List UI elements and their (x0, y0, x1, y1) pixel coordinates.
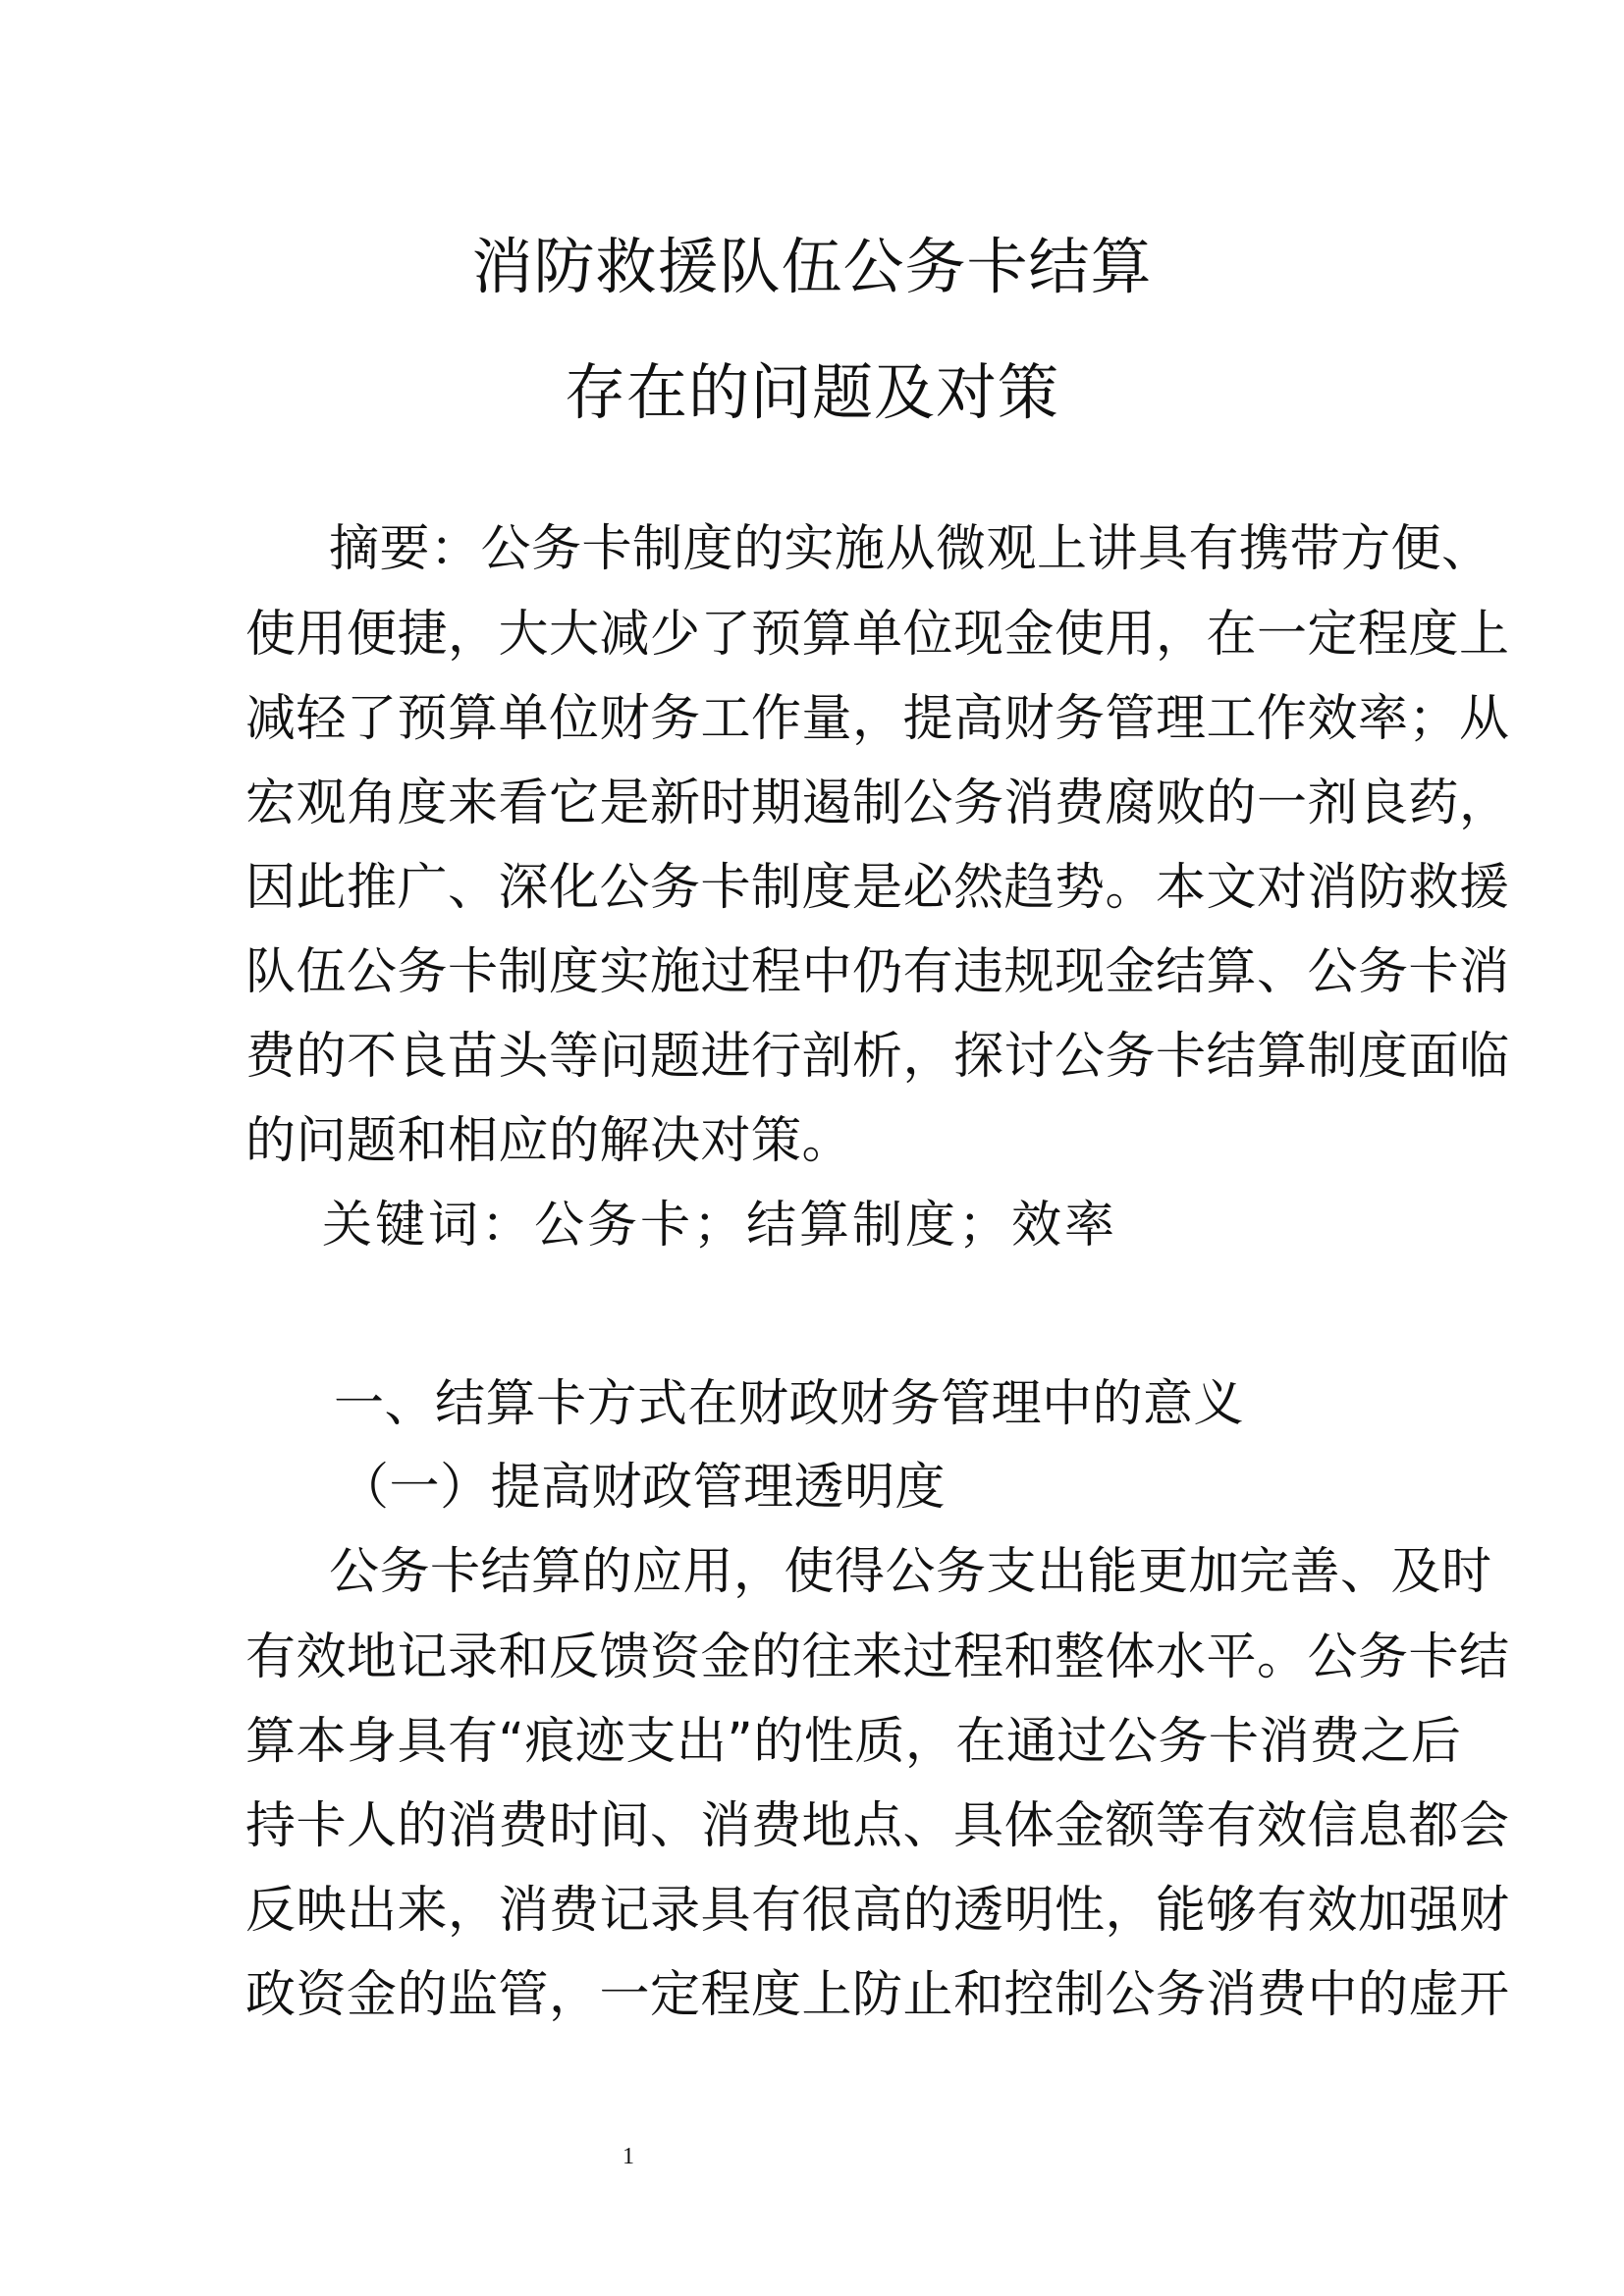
title-line-2: 存在的问题及对策 (564, 356, 1059, 428)
subsection-heading: （一）提高财政管理透明度 (339, 1459, 947, 1517)
abstract-line: 队伍公务卡制度实施过程中仍有违规现金结算、公务卡消 (245, 943, 1510, 1001)
abstract-line: 费的不良苗头等问题进行剖析，探讨公务卡结算制度面临 (245, 1028, 1510, 1086)
keywords: 关键词：公务卡；结算制度；效率 (322, 1197, 1118, 1255)
body-line: 有效地记录和反馈资金的往来过程和整体水平。公务卡结 (245, 1629, 1510, 1686)
body-line: 公务卡结算的应用，使得公务支出能更加完善、及时 (329, 1543, 1492, 1601)
abstract-line: 的问题和相应的解决对策。 (245, 1112, 853, 1170)
page-number: 1 (623, 2144, 634, 2169)
abstract-line: 减轻了预算单位财务工作量，提高财务管理工作效率；从 (245, 690, 1510, 748)
title-line-1: 消防救援队伍公务卡结算 (471, 231, 1153, 302)
body-line: 算本身具有“痕迹支出”的性质，在通过公务卡消费之后 (245, 1713, 1462, 1771)
abstract-line: 使用便捷，大大减少了预算单位现金使用，在一定程度上 (245, 606, 1510, 664)
body-line: 反映出来，消费记录具有很高的透明性，能够有效加强财 (245, 1882, 1510, 1940)
body-line: 持卡人的消费时间、消费地点、具体金额等有效信息都会 (245, 1797, 1510, 1855)
abstract-line: 因此推广、深化公务卡制度是必然趋势。本文对消防救援 (245, 859, 1510, 917)
section-heading: 一、结算卡方式在财政财务管理中的意义 (334, 1375, 1245, 1433)
abstract-line: 摘要：公务卡制度的实施从微观上讲具有携带方便、 (329, 520, 1492, 578)
body-line: 政资金的监管，一定程度上防止和控制公务消费中的虚开 (245, 1966, 1510, 2024)
abstract-line: 宏观角度来看它是新时期遏制公务消费腐败的一剂良药， (245, 774, 1510, 832)
